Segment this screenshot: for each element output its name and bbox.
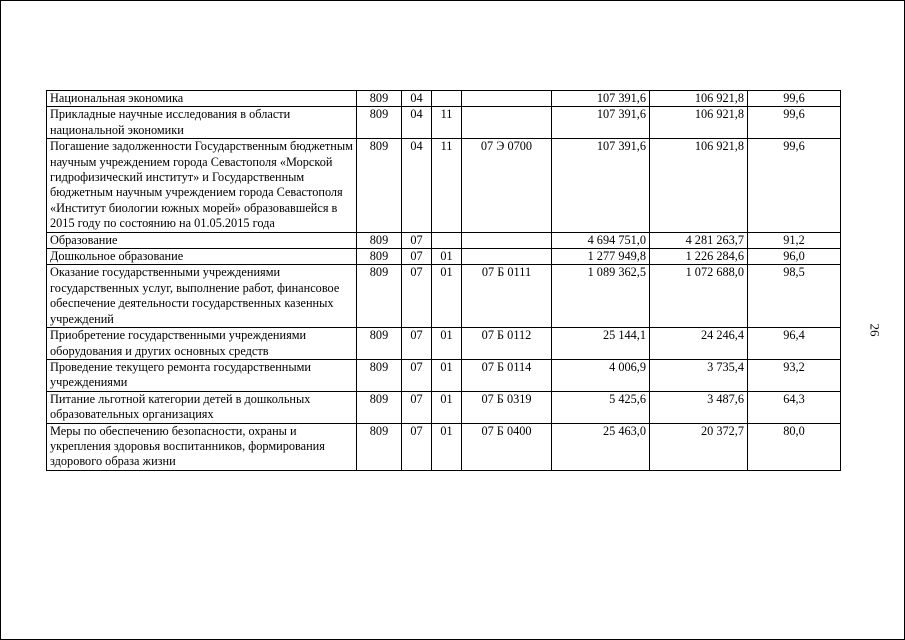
target-article-code [462, 91, 552, 107]
department-code: 809 [357, 391, 402, 423]
department-code: 809 [357, 249, 402, 265]
row-name: Питание льготной категории детей в дошкольных образовательных организациях [47, 391, 357, 423]
execution-percent: 96,0 [748, 249, 841, 265]
section-code: 07 [402, 249, 432, 265]
actual-amount: 1 226 284,6 [650, 249, 748, 265]
subsection-code: 11 [432, 107, 462, 139]
row-name: Погашение задолженности Государственным бюджетным научным учреждением города Севастополя «Морской гидрофизический институт» и Государственным бюджетным научным учреждением города Севастополя «Институт биологии южных морей» образовавшейся в 2015 году по состоянию на 01.05.2015 года [47, 139, 357, 232]
subsection-code: 01 [432, 328, 462, 360]
subsection-code: 01 [432, 391, 462, 423]
section-code: 07 [402, 232, 432, 248]
section-code: 04 [402, 107, 432, 139]
department-code: 809 [357, 139, 402, 232]
budget-table-body [47, 91, 841, 471]
subsection-code [432, 232, 462, 248]
planned-amount: 25 463,0 [552, 423, 650, 470]
planned-amount: 25 144,1 [552, 328, 650, 360]
department-code: 809 [357, 359, 402, 391]
table-row [47, 91, 841, 107]
subsection-code [432, 91, 462, 107]
department-code: 809 [357, 91, 402, 107]
target-article-code [462, 249, 552, 265]
page-number: 26 [867, 323, 883, 337]
actual-amount: 3 735,4 [650, 359, 748, 391]
table-row [47, 265, 841, 328]
target-article-code [462, 232, 552, 248]
department-code: 809 [357, 265, 402, 328]
department-code: 809 [357, 423, 402, 470]
actual-amount: 1 072 688,0 [650, 265, 748, 328]
target-article-code: 07 Б 0319 [462, 391, 552, 423]
row-name: Прикладные научные исследования в области национальной экономики [47, 107, 357, 139]
row-name: Дошкольное образование [47, 249, 357, 265]
execution-percent: 96,4 [748, 328, 841, 360]
department-code: 809 [357, 232, 402, 248]
subsection-code: 11 [432, 139, 462, 232]
execution-percent: 99,6 [748, 139, 841, 232]
actual-amount: 4 281 263,7 [650, 232, 748, 248]
table-row [47, 232, 841, 248]
section-code: 07 [402, 391, 432, 423]
target-article-code: 07 Б 0114 [462, 359, 552, 391]
actual-amount: 106 921,8 [650, 139, 748, 232]
subsection-code: 01 [432, 265, 462, 328]
section-code: 07 [402, 423, 432, 470]
planned-amount: 5 425,6 [552, 391, 650, 423]
planned-amount: 107 391,6 [552, 139, 650, 232]
row-name: Приобретение государственными учреждениями оборудования и других основных средств [47, 328, 357, 360]
section-code: 04 [402, 91, 432, 107]
table-row [47, 423, 841, 470]
subsection-code: 01 [432, 359, 462, 391]
planned-amount: 107 391,6 [552, 107, 650, 139]
budget-table [46, 90, 841, 471]
department-code: 809 [357, 328, 402, 360]
section-code: 07 [402, 265, 432, 328]
execution-percent: 64,3 [748, 391, 841, 423]
execution-percent: 93,2 [748, 359, 841, 391]
row-name: Образование [47, 232, 357, 248]
table-row [47, 249, 841, 265]
table-row [47, 139, 841, 232]
execution-percent: 98,5 [748, 265, 841, 328]
planned-amount: 4 006,9 [552, 359, 650, 391]
execution-percent: 99,6 [748, 107, 841, 139]
target-article-code: 07 Б 0111 [462, 265, 552, 328]
table-row [47, 328, 841, 360]
row-name: Проведение текущего ремонта государственными учреждениями [47, 359, 357, 391]
target-article-code: 07 Б 0400 [462, 423, 552, 470]
table-row [47, 107, 841, 139]
execution-percent: 80,0 [748, 423, 841, 470]
planned-amount: 4 694 751,0 [552, 232, 650, 248]
section-code: 04 [402, 139, 432, 232]
table-row [47, 391, 841, 423]
planned-amount: 1 277 949,8 [552, 249, 650, 265]
department-code: 809 [357, 107, 402, 139]
section-code: 07 [402, 328, 432, 360]
actual-amount: 106 921,8 [650, 91, 748, 107]
execution-percent: 99,6 [748, 91, 841, 107]
row-name: Оказание государственными учреждениями государственных услуг, выполнение работ, финансовое обеспечение деятельности государственных казенных учреждений [47, 265, 357, 328]
row-name: Меры по обеспечению безопасности, охраны и укрепления здоровья воспитанников, формирования здорового образа жизни [47, 423, 357, 470]
target-article-code: 07 Б 0112 [462, 328, 552, 360]
actual-amount: 3 487,6 [650, 391, 748, 423]
planned-amount: 1 089 362,5 [552, 265, 650, 328]
target-article-code: 07 Э 0700 [462, 139, 552, 232]
execution-percent: 91,2 [748, 232, 841, 248]
target-article-code [462, 107, 552, 139]
actual-amount: 24 246,4 [650, 328, 748, 360]
subsection-code: 01 [432, 249, 462, 265]
subsection-code: 01 [432, 423, 462, 470]
section-code: 07 [402, 359, 432, 391]
row-name: Национальная экономика [47, 91, 357, 107]
table-row [47, 359, 841, 391]
actual-amount: 106 921,8 [650, 107, 748, 139]
planned-amount: 107 391,6 [552, 91, 650, 107]
actual-amount: 20 372,7 [650, 423, 748, 470]
